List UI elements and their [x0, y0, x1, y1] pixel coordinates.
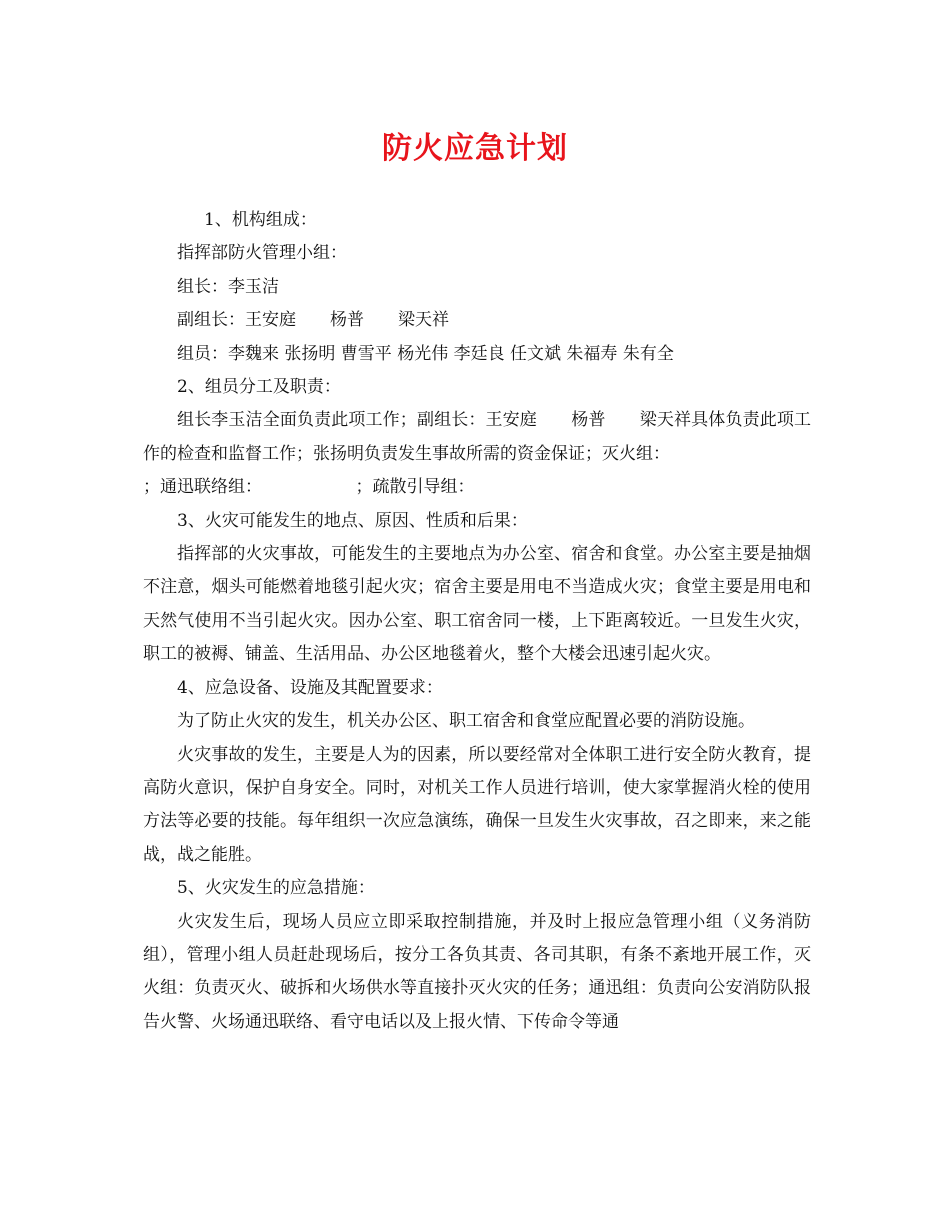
section-heading-4: 4、应急设备、设施及其配置要求： [177, 677, 443, 698]
deputy-leader-line: 副组长：王安庭 杨普 梁天祥 [177, 310, 449, 331]
equipment-paragraph: 为了防止火灾的发生，机关办公区、职工宿舍和食堂应配置必要的消防设施。 [177, 711, 755, 732]
section-heading-5: 5、火灾发生的应急措施： [177, 878, 375, 899]
education-paragraph: 火灾事故的发生，主要是人为的因素，所以要经常对全体职工进行安全防火教育，提高防火意识，保护自身安全。同时，对机关工作人员进行培训，使大家掌握消火栓的使用方法等必要的技能。每年组织一次应急演练，确保一旦发生火灾事故，召之即来，来之能战，战之能胜。 [143, 744, 811, 865]
section-heading-3: 3、火灾可能发生的地点、原因、性质和后果： [177, 510, 528, 531]
groups-line: ；通迅联络组： ；疏散引导组： [143, 477, 475, 498]
members-line: 组员：李魏来 张扬明 曹雪平 杨光伟 李廷良 任文斌 朱福寿 朱有全 [177, 343, 674, 364]
duties-paragraph: 组长李玉洁全面负责此项工作；副组长：王安庭 杨普 梁天祥具体负责此项工作的检查和监督工作；张扬明负责发生事故所需的资金保证；灭火组： [143, 410, 811, 464]
section-heading-2: 2、组员分工及职责： [177, 377, 341, 398]
emergency-measures-paragraph: 火灾发生后，现场人员应立即采取控制措施，并及时上报应急管理小组（义务消防组），管理小组人员赶赴现场后，按分工各负其责、各司其职，有条不紊地开展工作，灭火组：负责灭火、破拆和火场供水等直接扑灭火灾的任务；通迅组：负责向公安消防队报告火警、火场通迅联络、看守电话以及上报火情、下传命令等通 [143, 911, 811, 1032]
document-body [143, 204, 811, 1039]
leader-line: 组长：李玉洁 [177, 276, 279, 297]
section-heading-1: 1、机构组成： [204, 210, 317, 230]
document-title: 防火应急计划 [382, 131, 568, 166]
command-group-label: 指挥部防火管理小组： [177, 243, 347, 264]
fire-risk-paragraph: 指挥部的火灾事故，可能发生的主要地点为办公室、宿舍和食堂。办公室主要是抽烟不注意，烟头可能燃着地毯引起火灾；宿舍主要是用电不当造成火灾；食堂主要是用电和天然气使用不当引起火灾。因办公室、职工宿舍同一楼，上下距离较近。一旦发生火灾，职工的被褥、铺盖、生活用品、办公区地毯着火，整个大楼会迅速引起火灾。 [143, 544, 811, 665]
